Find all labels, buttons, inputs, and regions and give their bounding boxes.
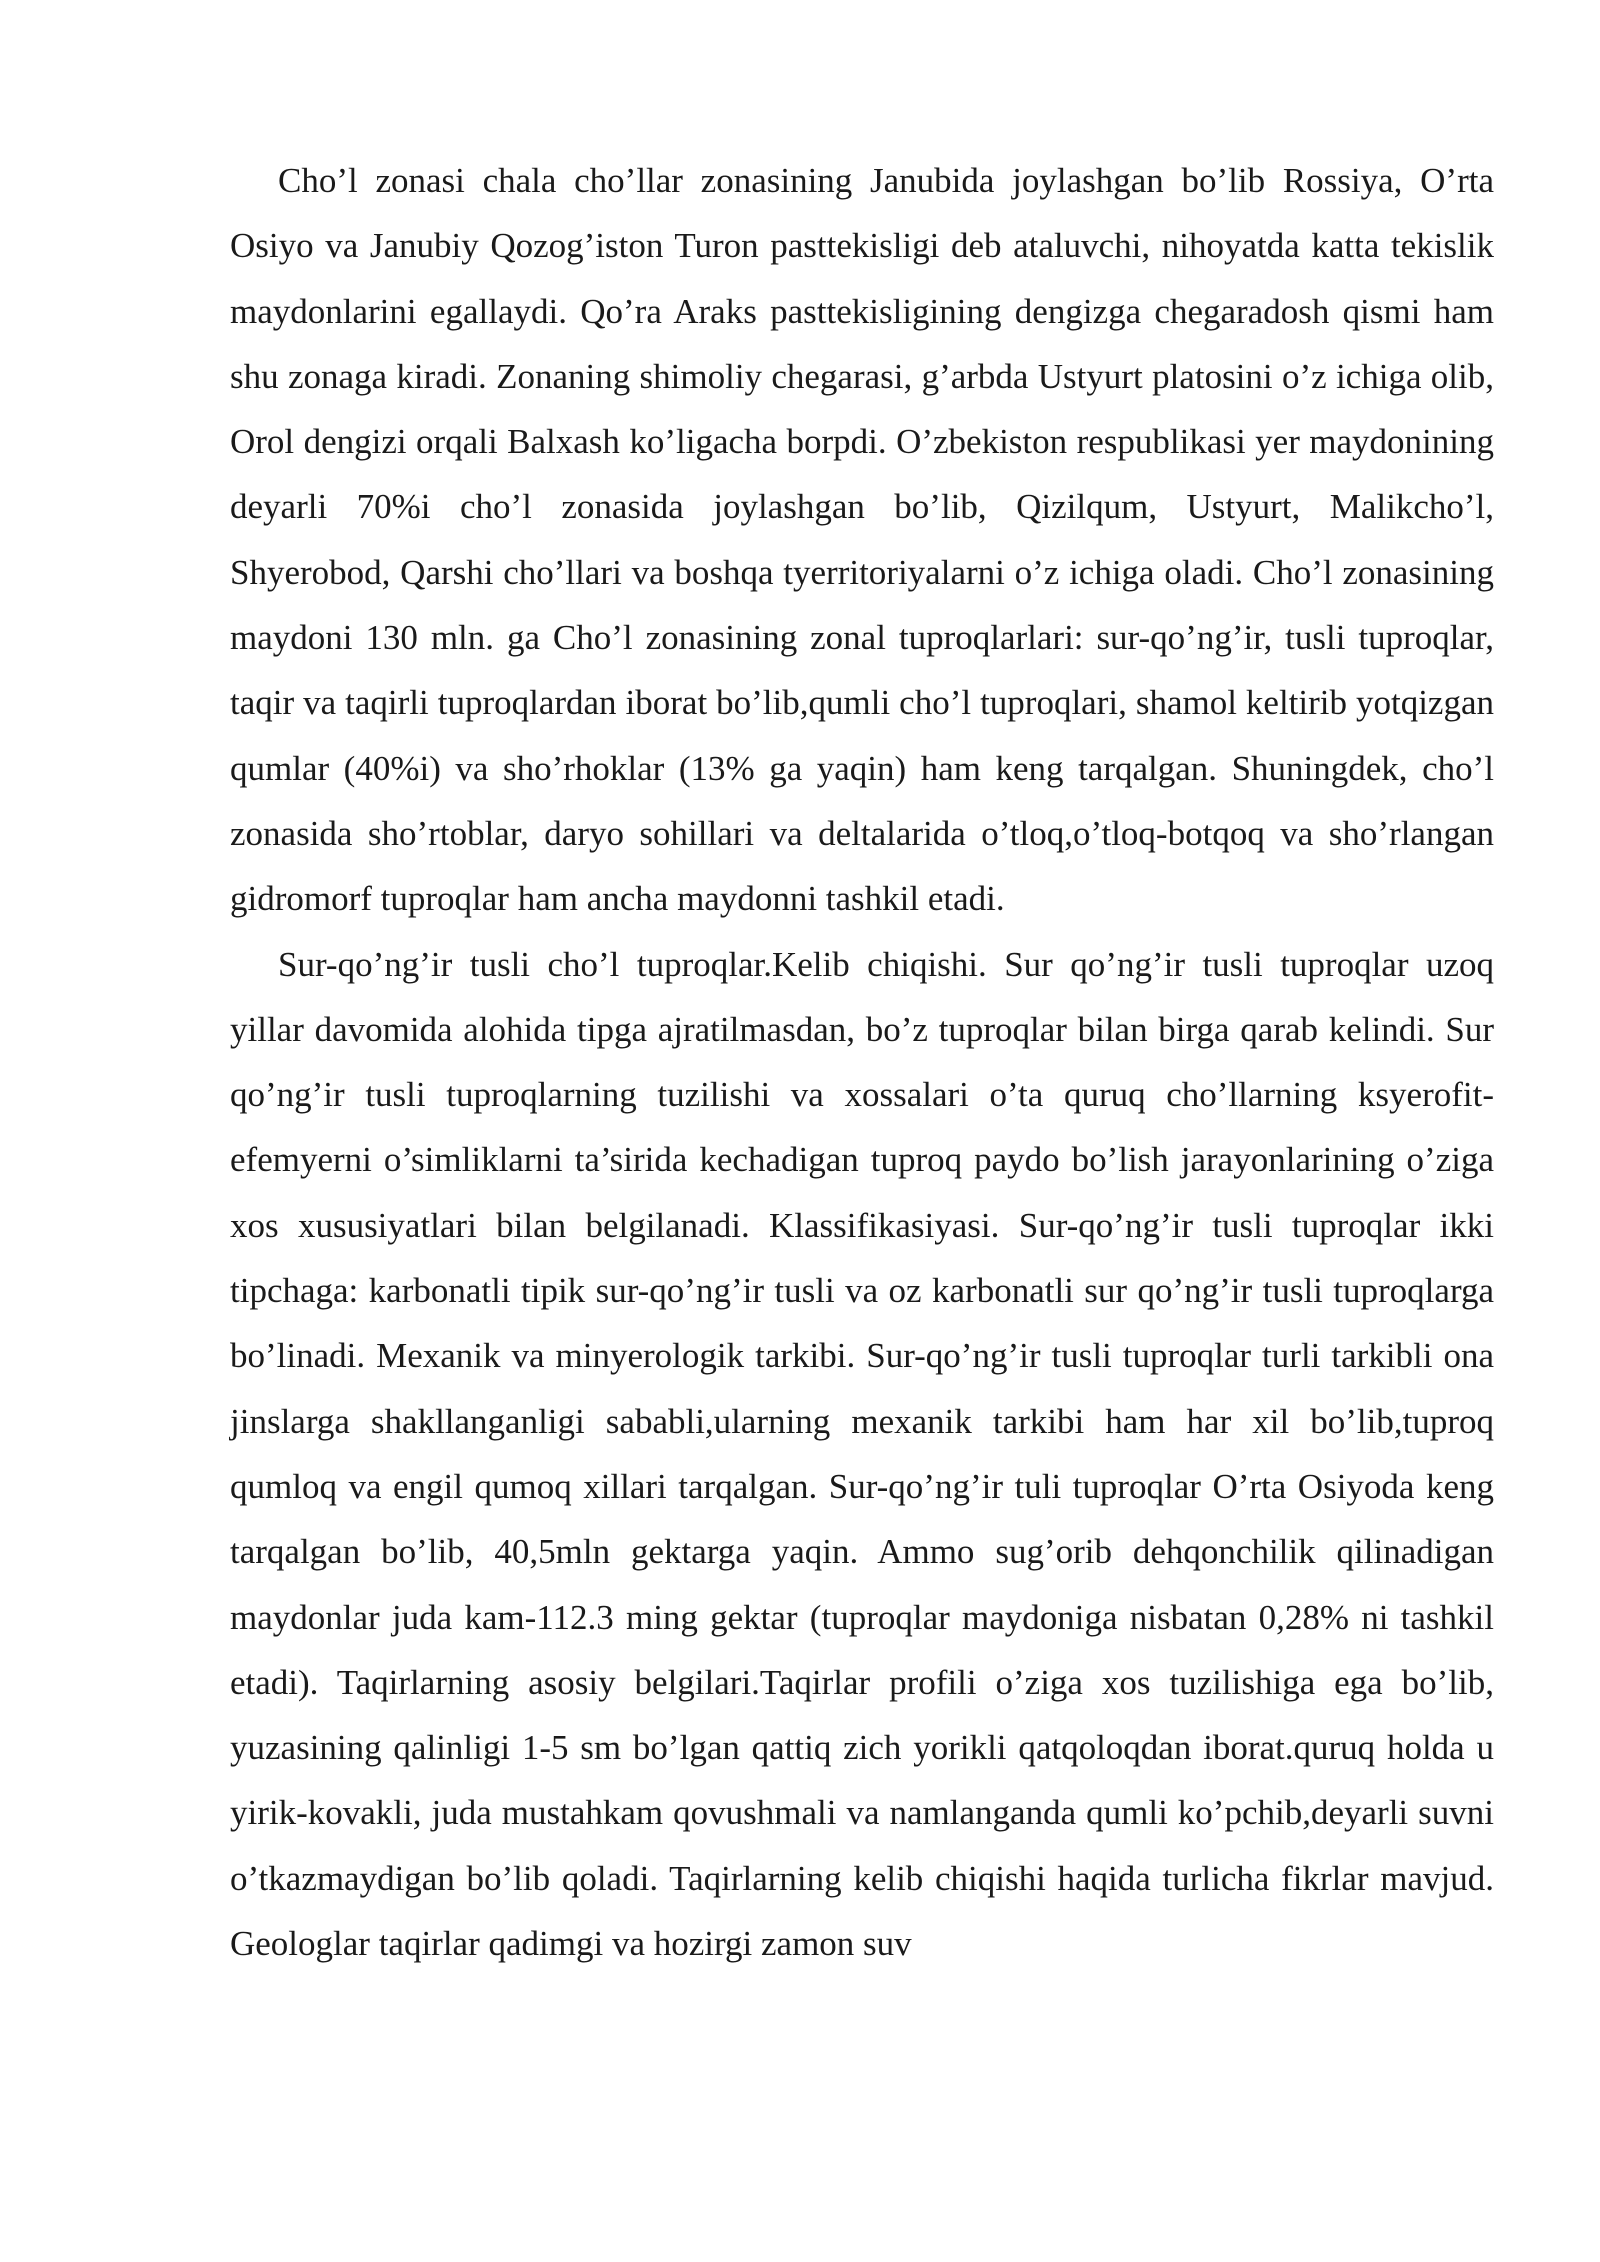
document-body: [230, 148, 1494, 1976]
paragraph-grey-brown-soils: Sur-qo’ng’ir tusli cho’l tuproqlar.Kelib chiqishi. Sur qo’ng’ir tusli tuproqlar uzoq yillar davomida alohida tipga ajratilmasdan, bo’z tuproqlar bilan birga qarab kelindi. Sur qo’ng’ir tusli tuproqlarning tuzilishi va xossalari o’ta quruq cho’llarning ksyerofit-efemyerni o’simliklarni ta’sirida kechadigan tuproq paydo bo’lish jarayonlarining o’ziga xos xususiyatlari bilan belgilanadi. Klassifikasiyasi. Sur-qo’ng’ir tusli tuproqlar ikki tipchaga: karbonatli tipik sur-qo’ng’ir tusli va oz karbonatli sur qo’ng’ir tusli tuproqlarga bo’linadi. Mexanik va minyerologik tarkibi. Sur-qo’ng’ir tusli tuproqlar turli tarkibli ona jinslarga shakllanganligi sababli,ularning mexanik tarkibi ham har xil bo’lib,tuproq qumloq va engil qumoq xillari tarqalgan. Sur-qo’ng’ir tuli tuproqlar O’rta Osiyoda keng tarqalgan bo’lib, 40,5mln gektarga yaqin. Ammo sug’orib dehqonchilik qilinadigan maydonlar juda kam-112.3 ming gektar (tuproqlar maydoniga nisbatan 0,28% ni tashkil etadi). Taqirlarning asosiy belgilari.Taqirlar profili o’ziga xos tuzilishiga ega bo’lib, yuzasining qalinligi 1-5 sm bo’lgan qattiq zich yorikli qatqoloqdan iborat.quruq holda u yirik-kovakli, juda mustahkam qovushmali va namlanganda qumli ko’pchib,deyarli suvni o’tkazmaydigan bo’lib qoladi. Taqirlarning kelib chiqishi haqida turlicha fikrlar mavjud. Geologlar taqirlar qadimgi va hozirgi zamon suv: [230, 944, 1494, 1964]
paragraph-desert-zone: Cho’l zonasi chala cho’llar zonasining Janubida joylashgan bo’lib Rossiya, O’rta Osiyo va Janubiy Qozog’iston Turon pasttekisligi deb ataluvchi, nihoyatda katta tekislik maydonlarini egallaydi. Qo’ra Araks pasttekisligining dengizga chegaradosh qismi ham shu zonaga kiradi. Zonaning shimoliy chegarasi, g’arbda Ustyurt platosini o’z ichiga olib, Orol dengizi orqali Balxash ko’ligacha borpdi. O’zbekiston respublikasi yer maydonining deyarli 70%i cho’l zonasida joylashgan bo’lib, Qizilqum, Ustyurt, Malikcho’l, Shyerobod, Qarshi cho’llari va boshqa tyerritoriyalarni o’z ichiga oladi. Cho’l zonasining maydoni 130 mln. ga Cho’l zonasining zonal tuproqlarlari: sur-qo’ng’ir, tusli tuproqlar, taqir va taqirli tuproqlardan iborat bo’lib,qumli cho’l tuproqlari, shamol keltirib yotqizgan qumlar (40%i) va sho’rhoklar (13% ga yaqin) ham keng tarqalgan. Shuningdek, cho’l zonasida sho’rtoblar, daryo sohillari va deltalarida o’tloq,o’tloq-botqoq va sho’rlangan gidromorf tuproqlar ham ancha maydonni tashkil etadi.: [230, 161, 1494, 919]
